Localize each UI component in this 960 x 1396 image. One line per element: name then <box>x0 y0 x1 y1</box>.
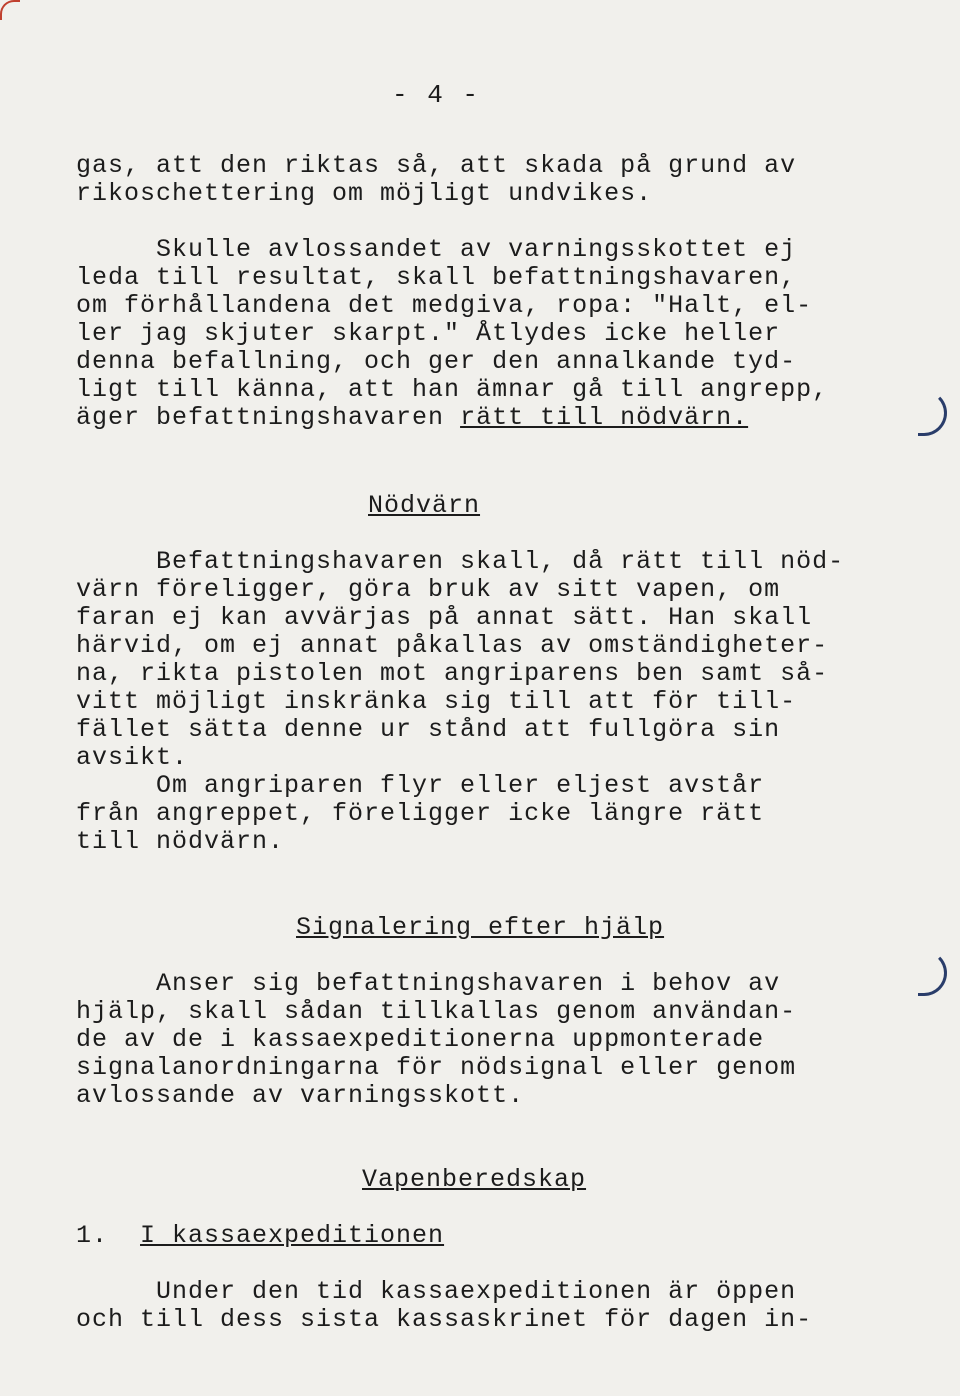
hole-punch-mark <box>918 950 947 996</box>
corner-mark <box>0 0 20 20</box>
page-number: - 4 - <box>392 80 481 110</box>
heading-nodvarn: Nödvärn <box>368 491 481 520</box>
paragraph-nodvarn: Befattningshavaren skall, då rätt till nöd- värn föreligger, göra bruk av sitt vapen, om faran ej kan avvärjas på annat sätt. Han skall härvid, om ej annat påkallas av omständigheter- na, rikta pistolen mot angriparens ben samt så- vitt möjligt inskränka sig till att för till- fället sätta denne ur stånd att fullgöra sin avsikt. <box>76 547 845 772</box>
paragraph-warning-shot: Skulle avlossandet av varningsskottet ej leda till resultat, skall befattningshavaren, om förhållandena det medgiva, ropa: "Halt, el- ler jag skjuter skarpt." Åtlydes icke heller denna befallning, och ger den annalkande tyd- ligt till känna, att han ämnar gå till angrepp, äger befattningshavaren rätt till nödvärn. <box>76 235 829 432</box>
heading-vapenberedskap: Vapenberedskap <box>362 1165 587 1194</box>
paragraph-signalering: Anser sig befattningshavaren i behov av hjälp, skall sådan tillkallas genom användan- de av de i kassaexpeditionerna uppmonterade signalanordningarna för nödsignal eller genom avlossande av varningsskott. <box>76 969 797 1110</box>
paragraph-kassaexpedition: Under den tid kassaexpeditionen är öppen och till dess sista kassaskrinet för dagen in- <box>76 1277 813 1334</box>
paragraph-flight: Om angriparen flyr eller eljest avstår från angreppet, föreligger icke längre rätt till nödvärn. <box>76 771 765 856</box>
subheading-row: 1. I kassaexpeditionen <box>76 1221 445 1250</box>
hole-punch-mark <box>918 390 947 436</box>
heading-signalering: Signalering efter hjälp <box>296 913 665 942</box>
paragraph-intro-end: gas, att den riktas så, att skada på grund av rikoschettering om möjligt undvikes. <box>76 151 797 208</box>
